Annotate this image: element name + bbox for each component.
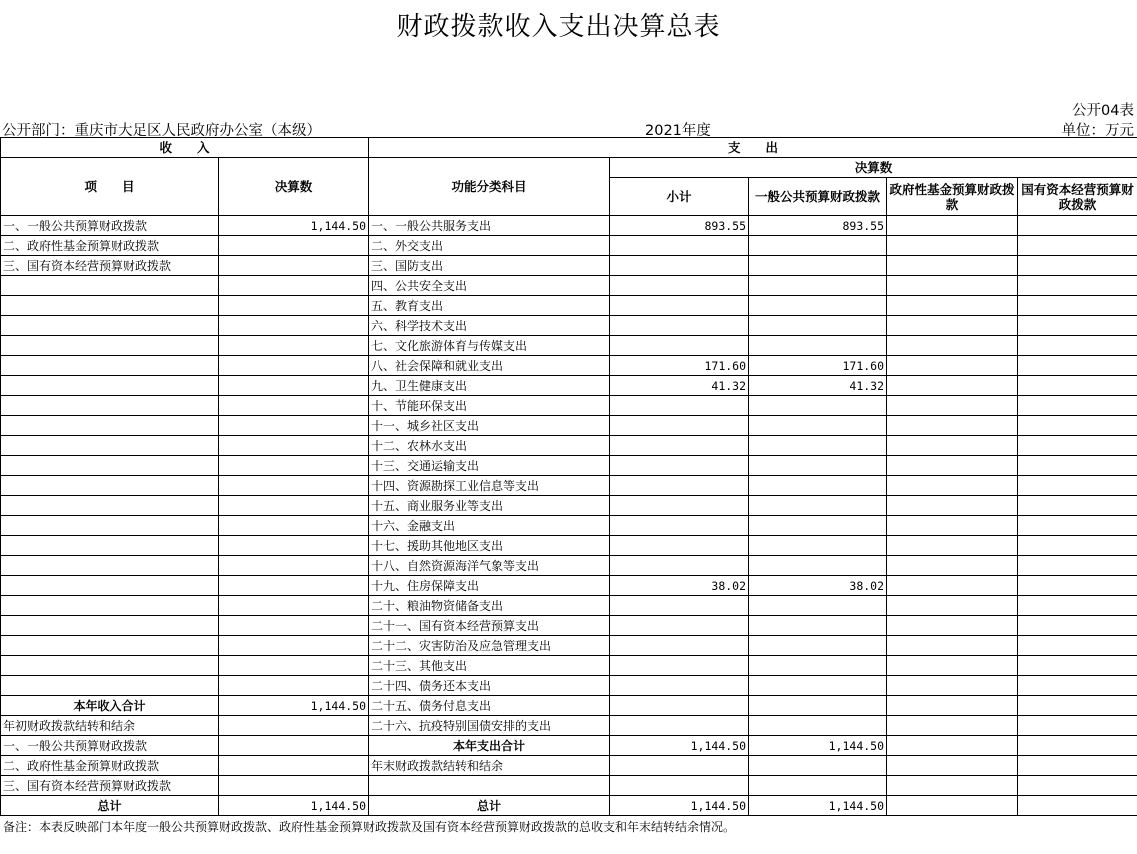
income-item-cell	[1, 536, 219, 556]
income-amount-cell	[219, 496, 369, 516]
state-capital-cell	[1018, 256, 1137, 276]
state-capital-cell	[1018, 636, 1137, 656]
expense-item-cell: 年末财政拨款结转和结余	[369, 756, 610, 776]
income-amount-cell	[219, 316, 369, 336]
subtotal-cell	[610, 676, 749, 696]
table-row	[1, 276, 1137, 296]
expense-item-cell: 十八、自然资源海洋气象等支出	[369, 556, 610, 576]
income-item-cell	[1, 296, 219, 316]
income-item-cell	[1, 356, 219, 376]
general-budget-cell: 38.02	[749, 576, 887, 596]
expense-item-cell: 二十一、国有资本经营预算支出	[369, 616, 610, 636]
general-budget-cell	[749, 436, 887, 456]
page-title: 财政拨款收入支出决算总表	[396, 12, 721, 42]
expense-item-cell: 十六、金融支出	[369, 516, 610, 536]
department-label: 公开部门：重庆市大足区人民政府办公室（本级）	[2, 123, 321, 139]
income-item-cell	[1, 456, 219, 476]
general-budget-cell	[749, 456, 887, 476]
subtotal-cell	[610, 276, 749, 296]
general-budget-cell	[749, 416, 887, 436]
table-row	[1, 536, 1137, 556]
subtotal-cell	[610, 456, 749, 476]
general-budget-cell	[749, 656, 887, 676]
expense-item-cell: 十九、住房保障支出	[369, 576, 610, 596]
expense-item-cell: 八、社会保障和就业支出	[369, 356, 610, 376]
general-budget-cell: 171.60	[749, 356, 887, 376]
income-item-cell	[1, 596, 219, 616]
general-budget-cell	[749, 236, 887, 256]
fund-budget-cell	[887, 476, 1018, 496]
state-capital-cell	[1018, 596, 1137, 616]
income-amount-cell	[219, 336, 369, 356]
fund-budget-cell	[887, 316, 1018, 336]
state-capital-cell	[1018, 796, 1137, 816]
state-capital-cell	[1018, 336, 1137, 356]
state-capital-cell	[1018, 496, 1137, 516]
general-budget-cell	[749, 596, 887, 616]
table-row	[1, 796, 1137, 816]
state-capital-cell	[1018, 396, 1137, 416]
expense-item-cell: 二十五、债务付息支出	[369, 696, 610, 716]
general-budget-cell	[749, 756, 887, 776]
general-budget-cell	[749, 336, 887, 356]
subtotal-cell	[610, 436, 749, 456]
general-budget-cell	[749, 516, 887, 536]
state-capital-cell	[1018, 376, 1137, 396]
income-amount-cell	[219, 456, 369, 476]
subtotal-cell: 41.32	[610, 376, 749, 396]
table-row	[1, 756, 1137, 776]
general-budget-cell	[749, 556, 887, 576]
state-capital-cell	[1018, 476, 1137, 496]
expense-item-cell: 七、文化旅游体育与传媒支出	[369, 336, 610, 356]
income-amount-cell	[219, 756, 369, 776]
income-item-cell	[1, 636, 219, 656]
fund-budget-cell	[887, 776, 1018, 796]
state-capital-cell	[1018, 616, 1137, 636]
state-capital-cell	[1018, 736, 1137, 756]
subtotal-cell: 1,144.50	[610, 736, 749, 756]
table-row	[1, 676, 1137, 696]
fund-budget-cell	[887, 616, 1018, 636]
expense-item-cell: 二十二、灾害防治及应急管理支出	[369, 636, 610, 656]
subtotal-cell	[610, 616, 749, 636]
table-row	[1, 376, 1137, 396]
subtotal-cell	[610, 776, 749, 796]
fund-budget-cell	[887, 556, 1018, 576]
fund-budget-cell	[887, 276, 1018, 296]
subtotal-cell	[610, 556, 749, 576]
state-capital-cell	[1018, 236, 1137, 256]
income-item-cell: 二、政府性基金预算财政拨款	[1, 756, 219, 776]
expense-item-cell: 三、国防支出	[369, 256, 610, 276]
general-budget-cell	[749, 536, 887, 556]
state-capital-cell	[1018, 656, 1137, 676]
state-capital-cell	[1018, 696, 1137, 716]
state-capital-cell	[1018, 356, 1137, 376]
table-row	[1, 236, 1137, 256]
state-capital-cell	[1018, 536, 1137, 556]
unit-label: 单位：万元	[1061, 123, 1134, 139]
table-row	[1, 656, 1137, 676]
table-row	[1, 576, 1137, 596]
table-row	[1, 396, 1137, 416]
subtotal-cell	[610, 296, 749, 316]
general-budget-cell	[749, 476, 887, 496]
income-amount-cell	[219, 716, 369, 736]
subtotal-header: 小计	[610, 178, 749, 216]
income-amount-cell	[219, 576, 369, 596]
income-item-cell	[1, 616, 219, 636]
expense-item-cell: 四、公共安全支出	[369, 276, 610, 296]
expense-header: 支 出	[369, 138, 1137, 158]
fund-budget-cell	[887, 356, 1018, 376]
fund-budget-cell	[887, 296, 1018, 316]
state-capital-cell	[1018, 676, 1137, 696]
state-capital-cell	[1018, 516, 1137, 536]
fund-budget-cell	[887, 436, 1018, 456]
fund-budget-cell	[887, 456, 1018, 476]
income-amount-cell	[219, 276, 369, 296]
subtotal-cell	[610, 416, 749, 436]
income-amount-cell	[219, 396, 369, 416]
fund-budget-cell	[887, 576, 1018, 596]
subtotal-cell	[610, 656, 749, 676]
income-amount-cell	[219, 436, 369, 456]
fund-budget-cell	[887, 216, 1018, 236]
func-class-header: 功能分类科目	[369, 158, 610, 216]
table-row	[1, 256, 1137, 276]
amount-header: 决算数	[219, 158, 369, 216]
subtotal-cell	[610, 696, 749, 716]
table-row	[1, 336, 1137, 356]
subtotal-cell	[610, 756, 749, 776]
expense-item-cell: 一、一般公共服务支出	[369, 216, 610, 236]
fund-budget-cell	[887, 396, 1018, 416]
fund-budget-cell	[887, 756, 1018, 776]
income-item-cell: 二、政府性基金预算财政拨款	[1, 236, 219, 256]
subtotal-cell	[610, 716, 749, 736]
general-budget-cell	[749, 776, 887, 796]
income-amount-cell: 1,144.50	[219, 696, 369, 716]
expense-item-cell: 二十六、抗疫特别国债安排的支出	[369, 716, 610, 736]
state-capital-cell	[1018, 556, 1137, 576]
expense-item-cell: 九、卫生健康支出	[369, 376, 610, 396]
general-budget-cell	[749, 296, 887, 316]
fund-budget-cell	[887, 736, 1018, 756]
expense-item-cell: 十七、援助其他地区支出	[369, 536, 610, 556]
general-budget-cell	[749, 636, 887, 656]
income-amount-cell	[219, 596, 369, 616]
state-capital-cell	[1018, 276, 1137, 296]
income-item-cell: 本年收入合计	[1, 696, 219, 716]
fund-budget-cell	[887, 336, 1018, 356]
expense-item-cell: 十四、资源勘探工业信息等支出	[369, 476, 610, 496]
subtotal-cell	[610, 476, 749, 496]
fund-budget-cell	[887, 596, 1018, 616]
income-item-cell	[1, 276, 219, 296]
income-amount-cell	[219, 376, 369, 396]
expense-item-cell: 总计	[369, 796, 610, 816]
table-row	[1, 476, 1137, 496]
year-label: 2021年度	[645, 123, 711, 139]
income-amount-cell	[219, 556, 369, 576]
expense-item-cell	[369, 776, 610, 796]
subtotal-cell	[610, 636, 749, 656]
state-capital-cell	[1018, 436, 1137, 456]
income-item-cell	[1, 436, 219, 456]
income-item-cell: 三、国有资本经营预算财政拨款	[1, 256, 219, 276]
income-amount-cell	[219, 656, 369, 676]
income-amount-cell	[219, 236, 369, 256]
expense-item-cell: 十二、农林水支出	[369, 436, 610, 456]
expense-item-cell: 十三、交通运输支出	[369, 456, 610, 476]
subtotal-cell: 893.55	[610, 216, 749, 236]
subtotal-cell	[610, 516, 749, 536]
income-item-cell	[1, 416, 219, 436]
income-item-cell	[1, 656, 219, 676]
table-row	[1, 216, 1137, 236]
subtotal-cell	[610, 396, 749, 416]
expense-item-cell: 十、节能环保支出	[369, 396, 610, 416]
general-budget-cell	[749, 496, 887, 516]
income-amount-cell	[219, 536, 369, 556]
state-capital-cell	[1018, 296, 1137, 316]
table-row	[1, 716, 1137, 736]
subtotal-cell: 38.02	[610, 576, 749, 596]
table-row	[1, 496, 1137, 516]
fund-budget-cell	[887, 256, 1018, 276]
state-capital-cell	[1018, 576, 1137, 596]
amount-group-header: 决算数	[610, 158, 1137, 178]
income-item-cell	[1, 316, 219, 336]
general-budget-cell	[749, 676, 887, 696]
general-budget-cell	[749, 696, 887, 716]
table-row	[1, 776, 1137, 796]
table-row	[1, 356, 1137, 376]
income-amount-cell: 1,144.50	[219, 216, 369, 236]
fund-budget-cell	[887, 376, 1018, 396]
income-item-cell: 总计	[1, 796, 219, 816]
fund-budget-cell	[887, 716, 1018, 736]
table-row	[1, 556, 1137, 576]
income-amount-cell	[219, 416, 369, 436]
expense-item-cell: 五、教育支出	[369, 296, 610, 316]
subtotal-cell	[610, 536, 749, 556]
footnote: 备注：本表反映部门本年度一般公共预算财政拨款、政府性基金预算财政拨款及国有资本经营预算财政拨款的总收支和年末结转结余情况。	[3, 820, 736, 834]
general-budget-cell: 41.32	[749, 376, 887, 396]
general-budget-header: 一般公共预算财政拨款	[749, 178, 887, 216]
table-row	[1, 696, 1137, 716]
general-budget-cell	[749, 616, 887, 636]
state-capital-header: 国有资本经营预算财政拨款	[1018, 178, 1137, 216]
form-number: 公开04表	[1072, 103, 1134, 119]
subtotal-cell	[610, 316, 749, 336]
income-header: 收 入	[1, 138, 369, 158]
income-item-cell	[1, 676, 219, 696]
fund-budget-header: 政府性基金预算财政拨款	[887, 178, 1018, 216]
table-row	[1, 636, 1137, 656]
income-item-cell: 年初财政拨款结转和结余	[1, 716, 219, 736]
subtotal-cell: 171.60	[610, 356, 749, 376]
income-item-cell	[1, 556, 219, 576]
income-amount-cell	[219, 516, 369, 536]
fund-budget-cell	[887, 536, 1018, 556]
income-amount-cell	[219, 356, 369, 376]
fund-budget-cell	[887, 416, 1018, 436]
table-row	[1, 616, 1137, 636]
expense-item-cell: 六、科学技术支出	[369, 316, 610, 336]
income-amount-cell	[219, 296, 369, 316]
expense-item-cell: 二十四、债务还本支出	[369, 676, 610, 696]
fund-budget-cell	[887, 796, 1018, 816]
expense-item-cell: 二十、粮油物资储备支出	[369, 596, 610, 616]
expense-item-cell: 十一、城乡社区支出	[369, 416, 610, 436]
table-row	[1, 416, 1137, 436]
expense-item-cell: 二十三、其他支出	[369, 656, 610, 676]
income-item-cell	[1, 396, 219, 416]
general-budget-cell: 1,144.50	[749, 736, 887, 756]
income-item-cell	[1, 576, 219, 596]
income-item-cell: 一、一般公共预算财政拨款	[1, 216, 219, 236]
fund-budget-cell	[887, 696, 1018, 716]
income-item-cell	[1, 376, 219, 396]
fund-budget-cell	[887, 496, 1018, 516]
income-amount-cell: 1,144.50	[219, 796, 369, 816]
state-capital-cell	[1018, 456, 1137, 476]
subtotal-cell	[610, 236, 749, 256]
table-row	[1, 296, 1137, 316]
income-item-cell	[1, 476, 219, 496]
state-capital-cell	[1018, 716, 1137, 736]
general-budget-cell	[749, 276, 887, 296]
income-item-cell	[1, 516, 219, 536]
subtotal-cell	[610, 596, 749, 616]
expense-item-cell: 二、外交支出	[369, 236, 610, 256]
fund-budget-cell	[887, 516, 1018, 536]
fund-budget-cell	[887, 636, 1018, 656]
expense-item-cell: 本年支出合计	[369, 736, 610, 756]
table-row	[1, 736, 1137, 756]
income-item-cell	[1, 496, 219, 516]
general-budget-cell	[749, 396, 887, 416]
subtotal-cell: 1,144.50	[610, 796, 749, 816]
income-item-cell: 一、一般公共预算财政拨款	[1, 736, 219, 756]
income-item-cell: 三、国有资本经营预算财政拨款	[1, 776, 219, 796]
state-capital-cell	[1018, 776, 1137, 796]
subtotal-cell	[610, 496, 749, 516]
table-row	[1, 456, 1137, 476]
fund-budget-cell	[887, 676, 1018, 696]
state-capital-cell	[1018, 216, 1137, 236]
income-amount-cell	[219, 636, 369, 656]
income-amount-cell	[219, 776, 369, 796]
table-row	[1, 516, 1137, 536]
table-row	[1, 436, 1137, 456]
general-budget-cell	[749, 256, 887, 276]
general-budget-cell: 1,144.50	[749, 796, 887, 816]
state-capital-cell	[1018, 416, 1137, 436]
fund-budget-cell	[887, 656, 1018, 676]
income-amount-cell	[219, 676, 369, 696]
income-amount-cell	[219, 476, 369, 496]
state-capital-cell	[1018, 316, 1137, 336]
general-budget-cell	[749, 716, 887, 736]
budget-table	[0, 137, 1137, 816]
state-capital-cell	[1018, 756, 1137, 776]
general-budget-cell	[749, 316, 887, 336]
table-row	[1, 316, 1137, 336]
income-amount-cell	[219, 616, 369, 636]
income-amount-cell	[219, 256, 369, 276]
table-row	[1, 596, 1137, 616]
expense-item-cell: 十五、商业服务业等支出	[369, 496, 610, 516]
general-budget-cell: 893.55	[749, 216, 887, 236]
item-header: 项 目	[1, 158, 219, 216]
income-item-cell	[1, 336, 219, 356]
subtotal-cell	[610, 256, 749, 276]
income-amount-cell	[219, 736, 369, 756]
fund-budget-cell	[887, 236, 1018, 256]
subtotal-cell	[610, 336, 749, 356]
